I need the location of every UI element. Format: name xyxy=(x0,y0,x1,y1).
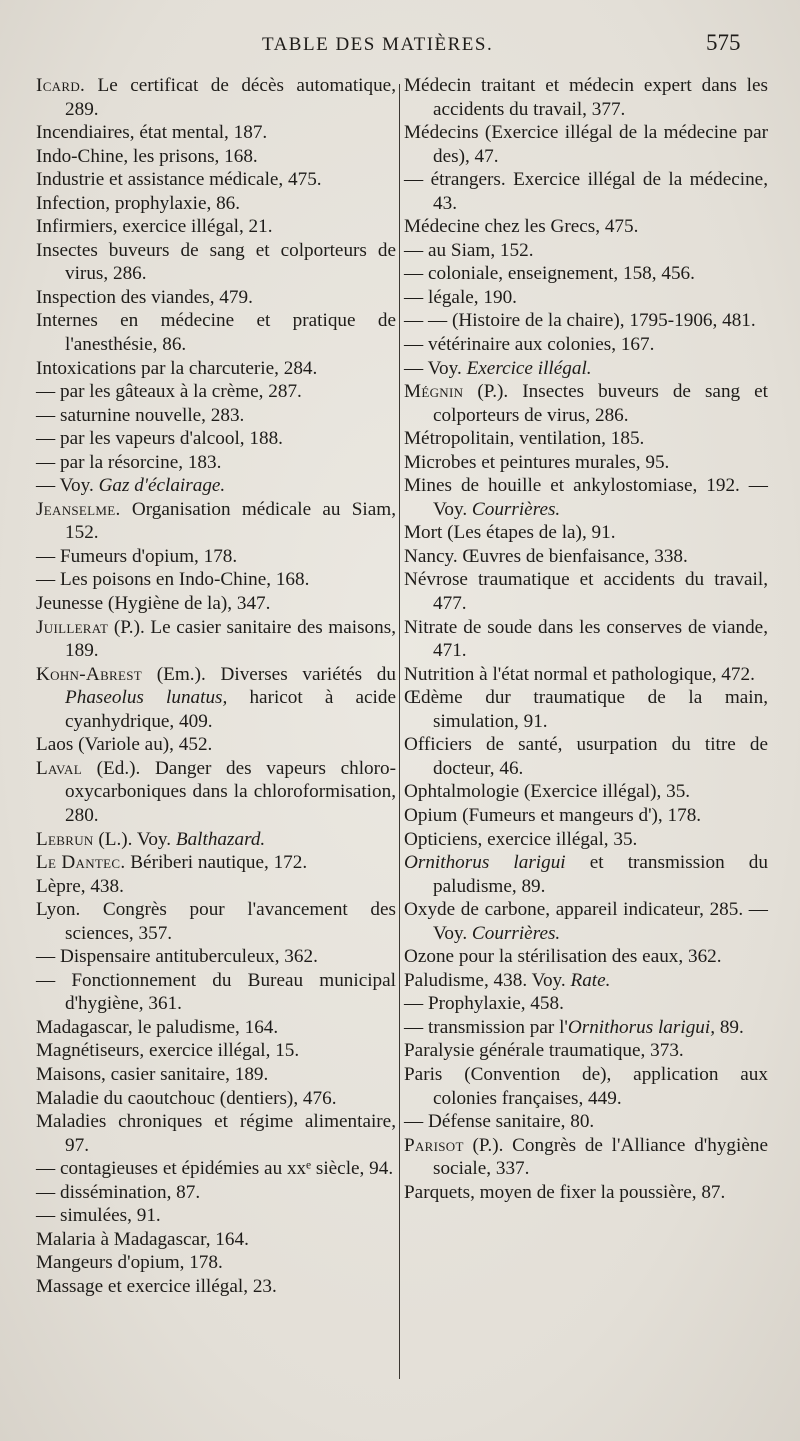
index-entry xyxy=(36,851,396,875)
index-entry xyxy=(404,215,768,239)
index-entry xyxy=(404,239,768,263)
index-entry xyxy=(404,286,768,310)
entry-text: Oxyde de carbone, appareil indicateur, 285. — Voy. xyxy=(404,899,768,944)
index-entry xyxy=(36,1110,396,1157)
entry-text: — transmission par l' xyxy=(404,1016,568,1038)
entry-text: Incendiaires, état mental, 187. xyxy=(36,122,268,144)
entry-text: Paludisme, 438. Voy. xyxy=(404,969,571,991)
index-entry xyxy=(404,616,768,663)
index-entry xyxy=(36,663,396,734)
entry-text: Mort (Les étapes de la), 91. xyxy=(404,522,616,544)
entry-text: Maisons, casier sanitaire, 189. xyxy=(36,1063,269,1085)
entry-text: Œdème dur traumatique de la main, simulation, 91. xyxy=(404,687,768,732)
index-entry xyxy=(404,168,768,215)
entry-text: — simulées, 91. xyxy=(36,1205,161,1227)
index-entry xyxy=(404,568,768,615)
index-entry xyxy=(404,663,768,687)
entry-text: et transmission du paludisme, 89. xyxy=(433,852,768,897)
index-entry xyxy=(404,262,768,286)
entry-text: Madagascar, le paludisme, 164. xyxy=(36,1016,279,1038)
entry-text: Paralysie générale traumatique, 373. xyxy=(404,1040,684,1062)
index-entry xyxy=(36,1039,396,1063)
entry-text: Maladie du caoutchouc (dentiers), 476. xyxy=(36,1087,337,1109)
entry-text: — par les gâteaux à la crème, 287. xyxy=(36,381,302,403)
entry-text: — dissémination, 87. xyxy=(36,1181,201,1203)
index-entry xyxy=(36,1181,396,1205)
entry-text: (P.). Insectes buveurs de sang et colporteurs de virus, 286. xyxy=(433,381,768,426)
entry-text: — — (Histoire de la chaire), 1795-1906, 481. xyxy=(404,310,756,332)
entry-text: Magnétiseurs, exercice illégal, 15. xyxy=(36,1040,300,1062)
index-entry xyxy=(404,686,768,733)
entry-author: Parisot xyxy=(404,1134,464,1156)
index-entry xyxy=(36,498,396,545)
entry-text: haricot à acide cyanhydrique, 409. xyxy=(65,687,396,732)
column-divider xyxy=(399,84,400,1379)
index-entry xyxy=(36,380,396,404)
entry-italic: Courrières. xyxy=(471,498,561,520)
entry-text: Nutrition à l'état normal et pathologique, 472. xyxy=(404,663,755,685)
index-entry xyxy=(36,1251,396,1275)
entry-text: Insectes buveurs de sang et colporteurs de virus, 286. xyxy=(36,239,396,285)
entry-text: Indo-Chine, les prisons, 168. xyxy=(36,145,258,167)
entry-text: (P.). Le casier sanitaire des maisons, 189. xyxy=(65,616,396,662)
entry-text: — Voy. xyxy=(36,475,99,497)
entry-text: — au Siam, 152. xyxy=(404,239,534,261)
entry-text: — Voy. xyxy=(404,357,467,379)
index-entry xyxy=(404,828,768,852)
running-title: TABLE DES MATIÈRES. xyxy=(262,34,494,55)
entry-text: Massage et exercice illégal, 23. xyxy=(36,1275,277,1297)
entry-text: Bériberi nautique, 172. xyxy=(125,852,308,874)
index-entry xyxy=(404,121,768,168)
entry-text: (Em.). Diverses variétés du xyxy=(142,663,396,685)
entry-text: Paris (Convention de), application aux colonies françaises, 449. xyxy=(404,1063,768,1109)
index-entry xyxy=(36,1275,396,1299)
entry-text: Nitrate de soude dans les conserves de viande, 471. xyxy=(404,616,768,662)
entry-italic: Gaz d'éclairage. xyxy=(98,475,226,497)
index-entry xyxy=(404,992,768,1016)
index-entry xyxy=(404,1063,768,1110)
entry-author: Le Dantec. xyxy=(36,852,126,874)
entry-text: — contagieuses et épidémies au xxᵉ siècle, 94. xyxy=(36,1158,394,1180)
entry-text: Lèpre, 438. xyxy=(36,875,124,897)
index-entry xyxy=(404,1039,768,1063)
index-entry xyxy=(404,945,768,969)
index-entry xyxy=(36,286,396,310)
entry-text: Médecin traitant et médecin expert dans les accidents du travail, 377. xyxy=(404,75,768,120)
entry-text: Médecine chez les Grecs, 475. xyxy=(404,216,639,238)
index-entry xyxy=(36,215,396,239)
index-entry xyxy=(36,74,396,121)
entry-text: — Les poisons en Indo-Chine, 168. xyxy=(36,569,310,591)
index-entry xyxy=(36,1204,396,1228)
entry-text: — coloniale, enseignement, 158, 456. xyxy=(404,263,695,285)
entry-text: — par la résorcine, 183. xyxy=(36,451,222,473)
index-entry xyxy=(36,451,396,475)
entry-italic: Ornithorus larigui, xyxy=(567,1016,716,1038)
index-entry xyxy=(404,1110,768,1134)
entry-text: (P.). Congrès de l'Alliance d'hygiène sociale, 337. xyxy=(433,1134,768,1180)
entry-text: Nancy. Œuvres de bienfaisance, 338. xyxy=(404,545,688,567)
index-entry xyxy=(404,333,768,357)
index-entry xyxy=(404,74,768,121)
page-header xyxy=(0,30,800,64)
entry-text: Inspection des viandes, 479. xyxy=(36,286,253,308)
entry-text: Industrie et assistance médicale, 475. xyxy=(36,169,322,191)
entry-text: — Dispensaire antituberculeux, 362. xyxy=(36,946,318,968)
entry-text: Intoxications par la charcuterie, 284. xyxy=(36,357,318,379)
entry-text: — légale, 190. xyxy=(404,286,517,308)
entry-italic: Ornithorus larigui xyxy=(404,852,566,874)
index-entry xyxy=(36,969,396,1016)
entry-text: Officiers de santé, usurpation du titre de docteur, 46. xyxy=(404,734,768,779)
index-entry xyxy=(36,757,396,828)
entry-text: Mangeurs d'opium, 178. xyxy=(36,1252,223,1274)
index-entry xyxy=(404,309,768,333)
index-entry xyxy=(36,145,396,169)
entry-text: Laos (Variole au), 452. xyxy=(36,734,213,756)
index-entry xyxy=(36,239,396,286)
index-entry xyxy=(36,545,396,569)
entry-text: — Prophylaxie, 458. xyxy=(404,993,564,1015)
index-entry xyxy=(36,192,396,216)
entry-text: — Fonctionnement du Bureau municipal d'hygiène, 361. xyxy=(36,969,396,1015)
entry-text: Métropolitain, ventilation, 185. xyxy=(404,428,645,450)
index-column-right xyxy=(404,74,768,1204)
entry-text: Organisation médicale au Siam, 152. xyxy=(65,498,396,544)
entry-text: Lyon. Congrès pour l'avancement des sciences, 357. xyxy=(36,899,396,944)
index-entry xyxy=(36,828,396,852)
index-entry xyxy=(36,357,396,381)
index-entry xyxy=(404,804,768,828)
index-entry xyxy=(404,1016,768,1040)
index-entry xyxy=(36,168,396,192)
index-entry xyxy=(36,1157,396,1181)
index-entry xyxy=(36,945,396,969)
entry-text: Microbes et peintures murales, 95. xyxy=(404,451,670,473)
entry-author: Kohn-Abrest xyxy=(36,663,143,685)
index-entry xyxy=(36,1087,396,1111)
entry-text: Opticiens, exercice illégal, 35. xyxy=(404,828,638,850)
entry-text: Mines de houille et ankylostomiase, 192. — Voy. xyxy=(404,475,768,520)
entry-italic: Balthazard. xyxy=(175,828,266,850)
entry-text: Médecins (Exercice illégal de la médecine par des), 47. xyxy=(404,122,768,167)
entry-text: Névrose traumatique et accidents du travail, 477. xyxy=(404,569,768,615)
entry-text: Maladies chroniques et régime alimentaire, 97. xyxy=(36,1111,396,1156)
index-entry xyxy=(404,451,768,475)
entry-author: Laval xyxy=(36,757,82,779)
index-entry xyxy=(404,357,768,381)
entry-text: Infirmiers, exercice illégal, 21. xyxy=(36,216,273,238)
entry-text: Ozone pour la stérilisation des eaux, 362. xyxy=(404,946,722,968)
index-entry xyxy=(36,1016,396,1040)
entry-text: Le certificat de décès automatique, 289. xyxy=(65,75,396,120)
entry-text: — vétérinaire aux colonies, 167. xyxy=(404,334,655,356)
entry-italic: Rate. xyxy=(570,969,611,991)
entry-text: Internes en médecine et pratique de l'anesthésie, 86. xyxy=(36,310,396,356)
index-entry xyxy=(36,875,396,899)
entry-italic: Exercice illégal. xyxy=(466,357,592,379)
entry-text: — Défense sanitaire, 80. xyxy=(404,1111,595,1133)
index-entry xyxy=(36,568,396,592)
index-entry xyxy=(404,851,768,898)
index-entry xyxy=(36,898,396,945)
index-entry xyxy=(36,1063,396,1087)
entry-text: — Fumeurs d'opium, 178. xyxy=(36,545,238,567)
index-entry xyxy=(404,545,768,569)
index-entry xyxy=(36,404,396,428)
entry-text: (Ed.). Danger des vapeurs chloro-oxycarboniques dans la chloroformisation, 280. xyxy=(65,757,396,826)
entry-author: Lebrun xyxy=(36,828,94,850)
entry-author: Juillerat xyxy=(36,616,109,638)
entry-text: — étrangers. Exercice illégal de la médecine, 43. xyxy=(404,169,768,214)
index-entry xyxy=(404,380,768,427)
entry-text: Ophtalmologie (Exercice illégal), 35. xyxy=(404,781,691,803)
index-entry xyxy=(36,427,396,451)
entry-text: — par les vapeurs d'alcool, 188. xyxy=(36,428,283,450)
index-entry xyxy=(36,474,396,498)
index-entry xyxy=(404,427,768,451)
index-entry xyxy=(36,733,396,757)
entry-text: 89. xyxy=(715,1016,744,1038)
index-entry xyxy=(404,474,768,521)
index-entry xyxy=(36,616,396,663)
entry-italic: Courrières. xyxy=(471,922,561,944)
entry-text: Opium (Fumeurs et mangeurs d'), 178. xyxy=(404,804,702,826)
entry-text: Malaria à Madagascar, 164. xyxy=(36,1228,249,1250)
entry-italic: Phaseolus lunatus, xyxy=(65,687,228,709)
index-column-left xyxy=(36,74,396,1298)
index-entry xyxy=(36,592,396,616)
page-number: 575 xyxy=(706,30,741,55)
index-entry xyxy=(36,309,396,356)
entry-text: Infection, prophylaxie, 86. xyxy=(36,192,241,214)
index-entry xyxy=(404,1134,768,1181)
entry-author: Jeanselme. xyxy=(36,498,121,520)
index-entry xyxy=(404,898,768,945)
index-entry xyxy=(36,121,396,145)
index-entry xyxy=(404,780,768,804)
entry-text: — saturnine nouvelle, 283. xyxy=(36,404,245,426)
entry-author: Mégnin xyxy=(404,381,464,403)
entry-text: Parquets, moyen de fixer la poussière, 87. xyxy=(404,1181,726,1203)
index-entry xyxy=(404,1181,768,1205)
index-entry xyxy=(36,1228,396,1252)
entry-text: Jeunesse (Hygiène de la), 347. xyxy=(36,593,271,615)
entry-text: (L.). Voy. xyxy=(93,828,176,850)
entry-author: Icard. xyxy=(36,75,86,96)
index-entry xyxy=(404,521,768,545)
index-entry xyxy=(404,733,768,780)
index-entry xyxy=(404,969,768,993)
